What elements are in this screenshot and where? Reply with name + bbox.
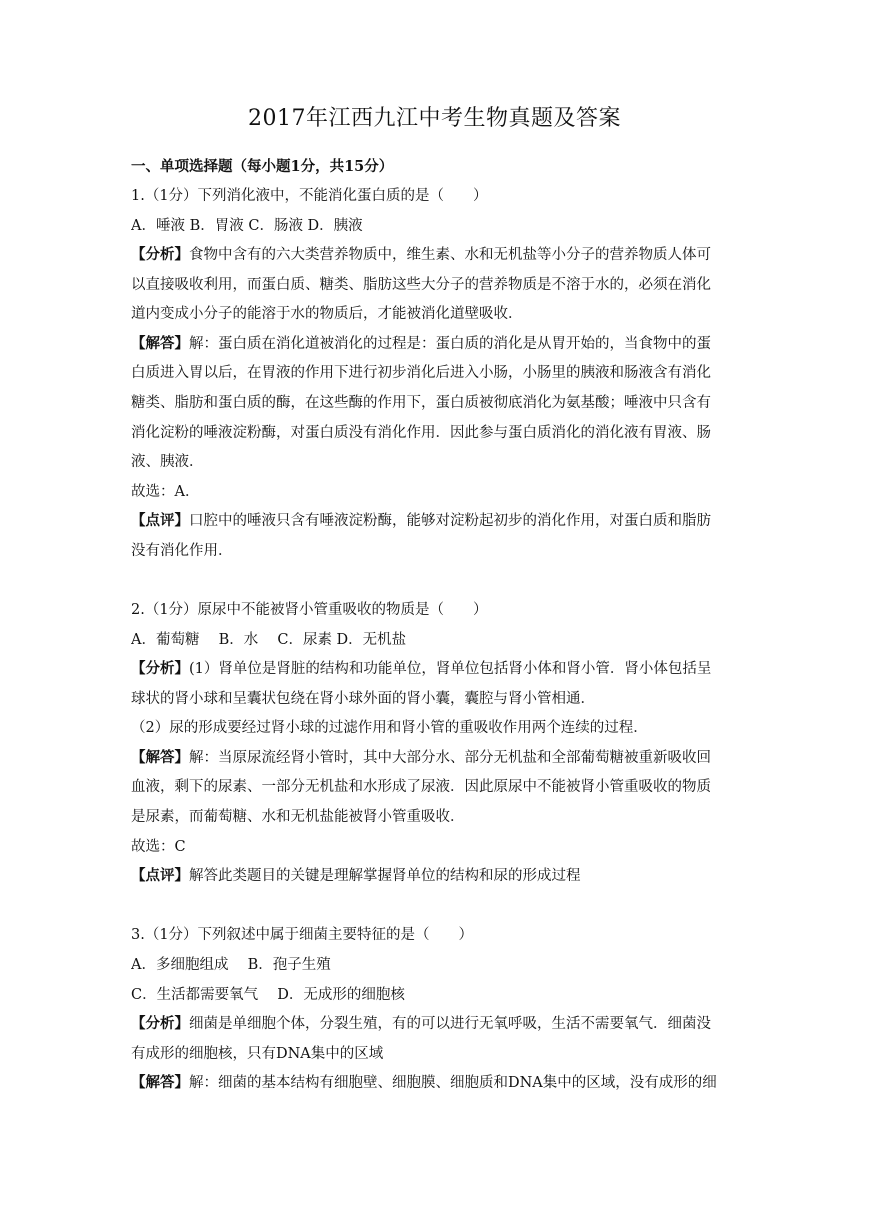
q2-stem: 2.（1分）原尿中不能被肾小管重吸收的物质是（ ） <box>131 602 488 618</box>
q2-answer-text: 解：当原尿流经肾小管时，其中大部分水、部分无机盐和全部葡萄糖被重新吸收回 <box>189 750 711 766</box>
q3-answer-line <box>131 1073 743 1093</box>
q1-stem: 1.（1分）下列消化液中，不能消化蛋白质的是（ ） <box>131 188 488 204</box>
q1-analysis-line <box>131 245 743 265</box>
q2-analysis-text: (1）肾单位是肾脏的结构和功能单位，肾单位包括肾小体和肾小管．肾小体包括呈 <box>189 661 712 677</box>
analysis-tag: 【分析】 <box>131 660 189 677</box>
q2-analysis-line: 球状的肾小球和呈囊状包绕在肾小球外面的肾小囊，囊腔与肾小管相通． <box>131 691 595 707</box>
q2-analysis-line <box>131 659 743 679</box>
q1-answer-line <box>131 334 743 354</box>
answer-tag: 【解答】 <box>131 335 189 352</box>
q3-analysis-line: 有成形的细胞核，只有DNA集中的区域 <box>131 1046 384 1062</box>
q3-options: A．多细胞组成 B．孢子生殖 <box>131 957 331 973</box>
q2-answer-line: 血液，剩下的尿素、一部分无机盐和水形成了尿液．因此原尿中不能被肾小管重吸收的物质 <box>131 779 711 795</box>
comment-tag: 【点评】 <box>131 512 189 529</box>
q2-answer-line <box>131 748 743 768</box>
q1-answer-line: 液、胰液． <box>131 454 204 470</box>
q2-answer-line: 是尿素，而葡萄糖、水和无机盐能被肾小管重吸收． <box>131 809 465 825</box>
answer-tag: 【解答】 <box>131 1074 189 1091</box>
q3-stem: 3.（1分）下列叙述中属于细菌主要特征的是（ ） <box>131 927 474 943</box>
q2-options: A．葡萄糖 B．水 C．尿素 D．无机盐 <box>131 632 407 648</box>
q1-options: A．唾液 B．胃液 C．肠液 D．胰液 <box>131 218 363 234</box>
q1-analysis-line: 道内变成小分子的能溶于水的物质后，才能被消化道壁吸收． <box>131 306 523 322</box>
q2-choice: 故选：C <box>131 839 186 855</box>
q2-analysis-line: （2）尿的形成要经过肾小球的过滤作用和肾小管的重吸收作用两个连续的过程． <box>131 720 648 736</box>
answer-tag: 【解答】 <box>131 749 189 766</box>
q1-answer-text: 解：蛋白质在消化道被消化的过程是：蛋白质的消化是从胃开始的，当食物中的蛋 <box>189 336 711 352</box>
q2-comment-text: 解答此类题目的关键是理解掌握肾单位的结构和尿的形成过程 <box>189 868 581 884</box>
q3-analysis-line <box>131 1014 743 1034</box>
q1-analysis-line: 以直接吸收利用，而蛋白质、糖类、脂肪这些大分子的营养物质是不溶于水的，必须在消化 <box>131 277 711 293</box>
comment-tag: 【点评】 <box>131 867 189 884</box>
q1-answer-line: 糖类、脂肪和蛋白质的酶，在这些酶的作用下，蛋白质被彻底消化为氨基酸；唾液中只含有 <box>131 395 711 411</box>
q1-answer-line: 消化淀粉的唾液淀粉酶，对蛋白质没有消化作用．因此参与蛋白质消化的消化液有胃液、肠 <box>131 425 711 441</box>
document-title: 2017年江西九江中考生物真题及答案 <box>248 106 621 131</box>
q1-comment-line <box>131 511 743 531</box>
q1-comment-text: 口腔中的唾液只含有唾液淀粉酶，能够对淀粉起初步的消化作用，对蛋白质和脂肪 <box>189 513 711 529</box>
analysis-tag: 【分析】 <box>131 1015 189 1032</box>
q3-analysis-text: 细菌是单细胞个体，分裂生殖，有的可以进行无氧呼吸，生活不需要氧气．细菌没 <box>189 1016 711 1032</box>
q3-options: C．生活都需要氧气 D．无成形的细胞核 <box>131 987 405 1003</box>
section-heading: 一、单项选择题（每小题1分，共15分） <box>131 158 394 175</box>
q1-comment-line: 没有消化作用． <box>131 543 233 559</box>
q1-answer-line: 白质进入胃以后，在胃液的作用下进行初步消化后进入小肠，小肠里的胰液和肠液含有消化 <box>131 365 711 381</box>
q3-answer-text: 解：细菌的基本结构有细胞壁、细胞膜、细胞质和DNA集中的区域，没有成形的细 <box>189 1075 717 1091</box>
q1-analysis-text: 食物中含有的六大类营养物质中，维生素、水和无机盐等小分子的营养物质人体可 <box>189 247 711 263</box>
q1-choice: 故选：A． <box>131 484 200 500</box>
q2-comment-line <box>131 866 743 886</box>
analysis-tag: 【分析】 <box>131 246 189 263</box>
